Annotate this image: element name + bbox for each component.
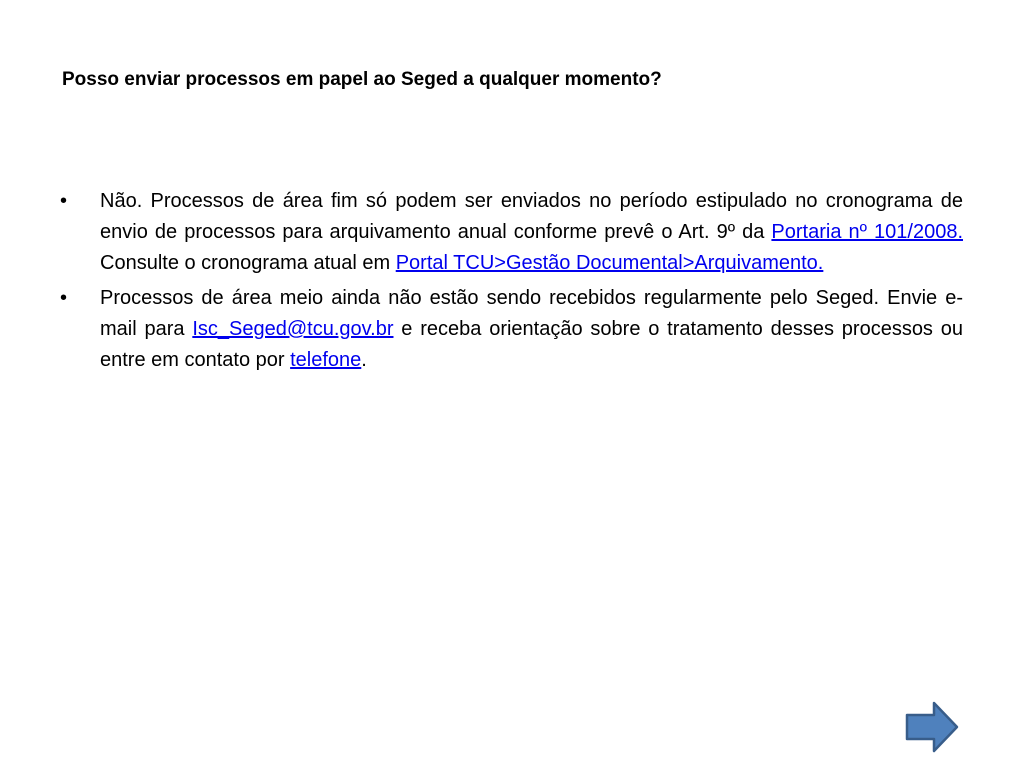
- bullet-list: [60, 186, 963, 380]
- bullet-2-text-3: .: [361, 349, 367, 371]
- bullet-1-text-1: Não. Processos de área fim só podem ser enviados no período estipulado no cronograma de envio de processos para arquivamento anual conforme prevê o Art. 9º da: [100, 190, 963, 243]
- right-arrow-icon: [904, 701, 960, 753]
- next-slide-button[interactable]: [904, 701, 960, 753]
- portal-tcu-link[interactable]: Portal TCU>Gestão Documental>Arquivamento.: [395, 252, 824, 274]
- email-link[interactable]: Isc_Seged@tcu.gov.br: [192, 318, 394, 340]
- bullet-1-text-2: Consulte o cronograma atual em: [100, 252, 396, 274]
- bullet-2-text-1: Processos de área meio ainda não estão sendo recebidos regularmente pelo Seged. Envie e-mail para: [100, 287, 963, 340]
- telefone-link[interactable]: telefone: [290, 349, 362, 371]
- bullet-marker: •: [60, 190, 68, 212]
- slide-title: Posso enviar processos em papel ao Seged a qualquer momento?: [62, 69, 662, 90]
- bullet-marker: •: [60, 287, 68, 309]
- bullet-item-1: [60, 186, 963, 279]
- bullet-2-text-2: e receba orientação sobre o tratamento desses processos ou entre em contato por: [100, 318, 963, 371]
- bullet-item-2: [60, 283, 963, 376]
- portaria-link[interactable]: Portaria nº 101/2008.: [771, 221, 963, 243]
